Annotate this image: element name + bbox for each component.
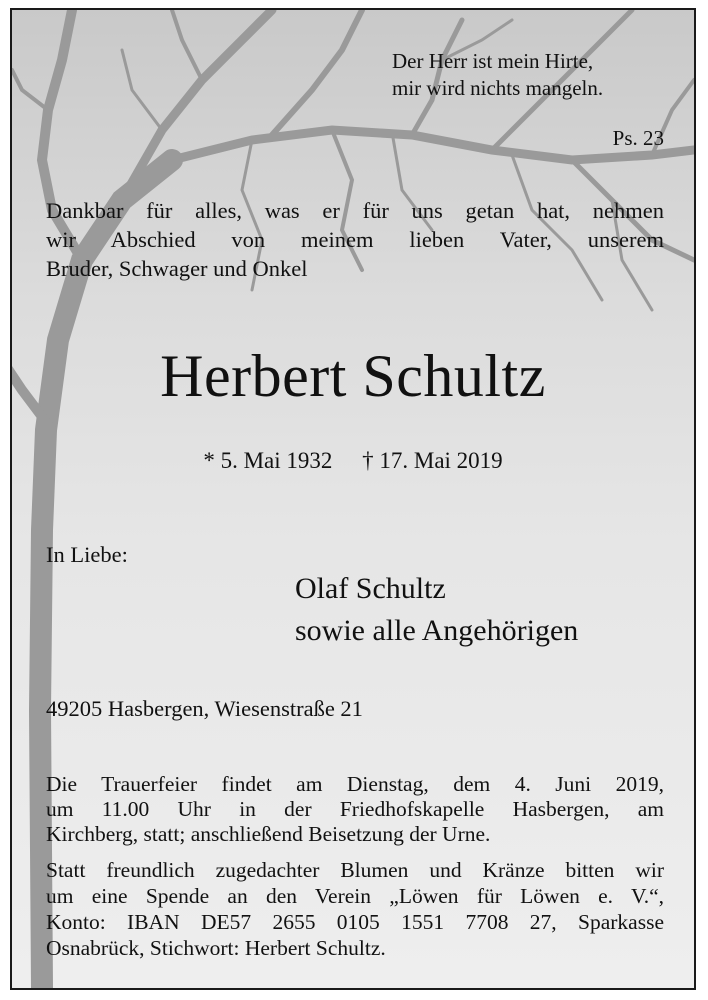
donation-line: Konto: IBAN DE57 2655 0105 1551 7708 27, Sparkasse	[46, 910, 664, 934]
donation-line: Osnabrück, Stichwort: Herbert Schultz.	[46, 936, 386, 960]
intro-line: Dankbar für alles, was er für uns getan hat, nehmen	[46, 198, 664, 223]
psalm-line: Der Herr ist mein Hirte,	[392, 49, 594, 73]
intro-text	[46, 196, 664, 283]
funeral-line: Kirchberg, statt; anschließend Beisetzung der Urne.	[46, 822, 491, 846]
funeral-line: um 11.00 Uhr in der Friedhofskapelle Hasbergen, am	[46, 797, 664, 821]
obituary-content	[12, 10, 694, 988]
intro-line: wir Abschied von meinem lieben Vater, unserem	[46, 227, 664, 252]
obituary-frame	[10, 8, 696, 990]
funeral-line: Die Trauerfeier findet am Dienstag, dem 4. Juni 2019,	[46, 772, 664, 796]
life-dates	[12, 448, 694, 474]
birth-date: * 5. Mai 1932	[203, 448, 333, 473]
psalm-reference: Ps. 23	[612, 126, 664, 150]
mourner-line: sowie alle Angehörigen	[295, 614, 579, 647]
intro-line: Bruder, Schwager und Onkel	[46, 256, 308, 281]
donation-info	[46, 857, 664, 961]
funeral-info	[46, 772, 664, 847]
death-date: † 17. Mai 2019	[362, 448, 503, 473]
mourners-list	[295, 568, 578, 652]
donation-line: Statt freundlich zugedachter Blumen und Kränze bitten wir	[46, 858, 664, 882]
psalm-line: mir wird nichts mangeln.	[392, 76, 604, 100]
psalm-quote	[392, 48, 662, 102]
mourner-line: Olaf Schultz	[295, 572, 446, 605]
deceased-name: Herbert Schultz	[160, 343, 546, 409]
address: 49205 Hasbergen, Wiesenstraße 21	[46, 696, 363, 721]
in-love-label: In Liebe:	[46, 542, 128, 567]
donation-line: um eine Spende an den Verein „Löwen für Löwen e. V.“,	[46, 884, 664, 908]
